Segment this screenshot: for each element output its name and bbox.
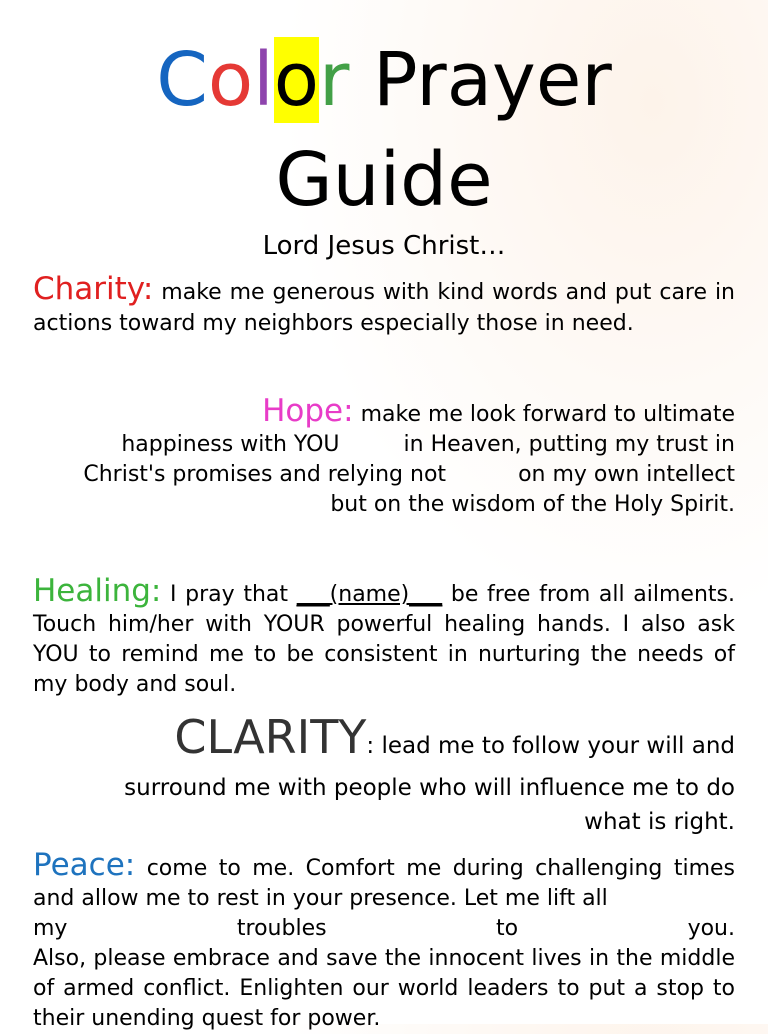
section-hope — [33, 393, 735, 520]
hope-text-2a: happiness with YOU — [121, 432, 340, 457]
title-letter-o2-highlighted: o — [273, 37, 319, 123]
clarity-line-1 — [33, 712, 735, 771]
hope-line-2 — [33, 430, 735, 460]
section-peace — [33, 847, 735, 1034]
peace-word: troubles — [236, 916, 327, 941]
charity-heading: Charity: — [33, 271, 154, 307]
healing-text-1: I pray that — [170, 582, 289, 607]
clarity-colon: : — [366, 733, 375, 759]
hope-text-1: make me look forward to ultimate — [360, 402, 735, 427]
section-healing — [33, 573, 735, 700]
clarity-line-2: surround me with people who will influence me to do — [124, 775, 735, 801]
page-title-line1 — [33, 34, 735, 126]
peace-paragraph-1 — [33, 847, 735, 914]
peace-spread-line — [33, 914, 735, 944]
peace-word: you. — [687, 916, 735, 941]
page-title-line2: Guide — [275, 137, 493, 223]
charity-text: make me generous with kind words and put care in actions toward my neighbors especially those in need. — [33, 280, 736, 336]
peace-word: to — [496, 916, 519, 941]
peace-word: my — [33, 916, 68, 941]
page-subtitle: Lord Jesus Christ… — [262, 231, 506, 261]
name-blank: ___(name)___ — [296, 582, 443, 607]
healing-text-2: be free from all ailments. Touch him/her with YOUR powerful healing hands. I also ask YOU to remind me to be consistent in nurturing the needs of my body and soul. — [33, 582, 735, 697]
clarity-line-3: what is right. — [584, 809, 735, 835]
peace-paragraph-2: Also, please embrace and save the innocent lives in the middle of armed conflict. Enlighten our world leaders to put a stop to their unending quest for power. — [33, 946, 735, 1031]
hope-heading: Hope: — [262, 393, 354, 429]
title-letter-c: C — [156, 37, 208, 123]
hope-text-3b: on my own intellect — [518, 462, 735, 487]
hope-text-3a: Christ's promises and relying not — [83, 462, 447, 487]
hope-line-1 — [33, 393, 735, 430]
title-letter-o1: o — [207, 37, 254, 123]
healing-heading: Healing: — [33, 573, 162, 609]
hope-line-4: but on the wisdom of the Holy Spirit. — [330, 492, 735, 517]
peace-text-1: come to me. Comfort me during challenging times and allow me to rest in your presence. Let me lift all — [33, 856, 735, 911]
clarity-heading: CLARITY — [174, 710, 367, 764]
title-letter-r: r — [318, 37, 350, 123]
section-charity — [33, 271, 736, 339]
clarity-text-1: lead me to follow your will and — [381, 733, 735, 759]
hope-text-2b: in Heaven, putting my trust in — [403, 432, 735, 457]
title-word-prayer: Prayer — [372, 37, 612, 123]
section-clarity — [33, 712, 735, 839]
peace-heading: Peace: — [33, 847, 136, 883]
title-letter-l: l — [253, 37, 274, 123]
hope-line-3 — [33, 460, 735, 490]
